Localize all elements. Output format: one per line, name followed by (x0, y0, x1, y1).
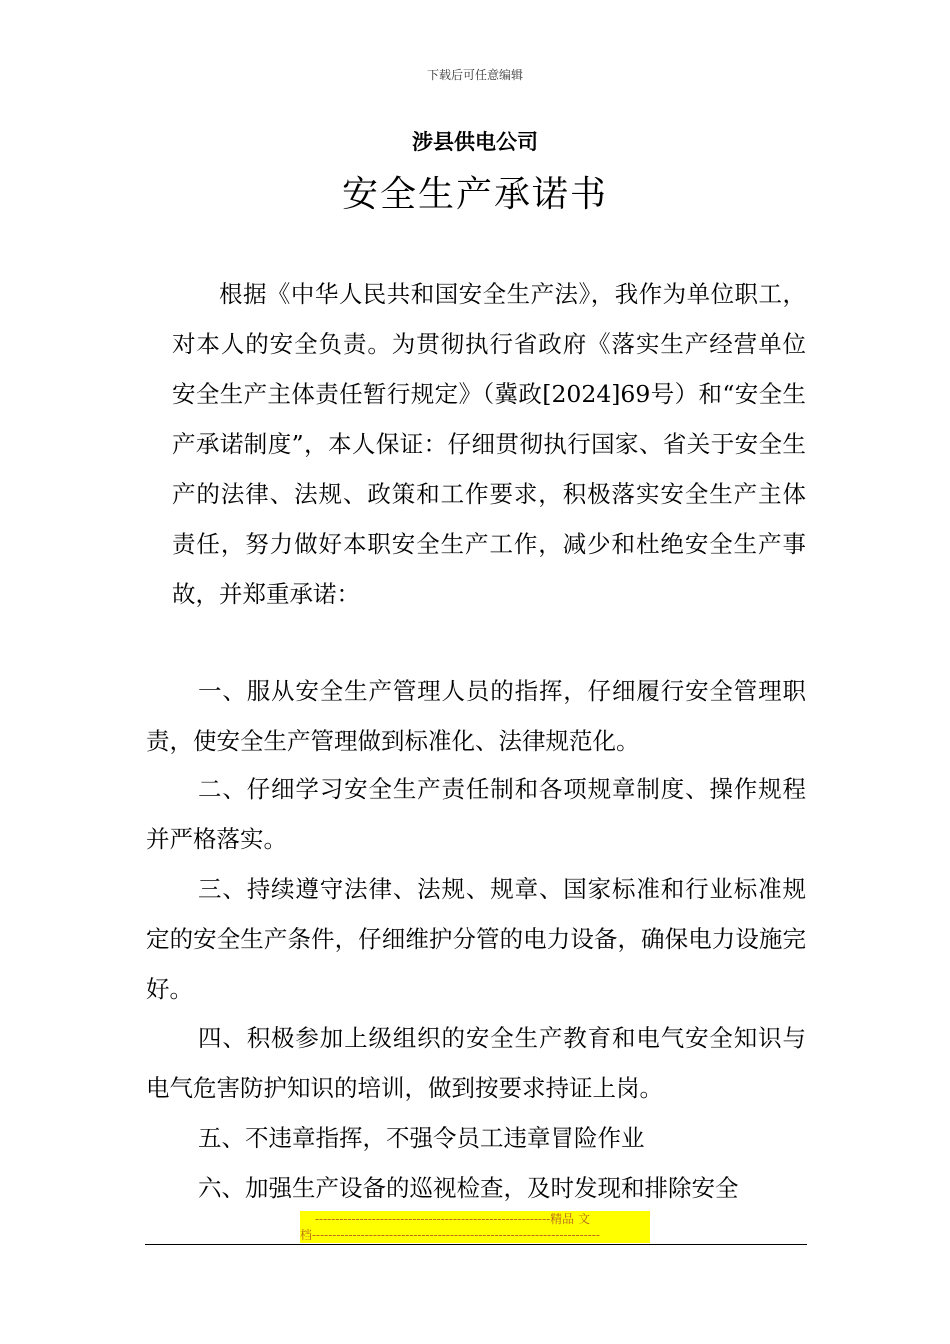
commitment-item-1: 一、服从安全生产管理人员的指挥，仔细履行安全管理职责，使安全生产管理做到标准化、法律规范化。 (146, 677, 806, 755)
commitment-item-3: 三、持续遵守法律、法规、规章、国家标准和行业标准规定的安全生产条件，仔细维护分管的电力设备，确保电力设施完好。 (146, 875, 806, 1003)
footer-watermark (300, 1211, 650, 1243)
commitment-item-4: 四、积极参加上级组织的安全生产教育和电气安全知识与电气危害防护知识的培训，做到按要求持证上岗。 (146, 1024, 806, 1102)
footer-line-2: 档----------------------------------------------------------------------- (300, 1228, 600, 1242)
footer-divider (145, 1244, 807, 1245)
commitment-item-6: 六、加强生产设备的巡视检查，及时发现和排除安全 (198, 1174, 739, 1202)
company-name: 涉县供电公司 (412, 130, 538, 154)
commitment-item-2: 二、仔细学习安全生产责任制和各项规章制度、操作规程并严格落实。 (146, 775, 806, 853)
document-title: 安全生产承诺书 (341, 174, 608, 215)
footer-line-1: ----------------------------------------------------------精品 文 (315, 1212, 590, 1226)
commitment-item-5: 五、不违章指挥，不强令员工违章冒险作业 (198, 1124, 645, 1152)
header-note: 下载后可任意编辑 (426, 68, 523, 82)
intro-paragraph: 根据《中华人民共和国安全生产法》，我作为单位职工，对本人的安全负责。为贯彻执行省政府《落实生产经营单位安全生产主体责任暂行规定》（冀政[2024]69号）和“安全生产承诺制度”，本人保证：仔细贯彻执行国家、省关于安全生产的法律、法规、政策和工作要求，积极落实安全生产主体责任，努力做好本职安全生产工作，减少和杜绝安全生产事故，并郑重承诺： (172, 280, 806, 608)
